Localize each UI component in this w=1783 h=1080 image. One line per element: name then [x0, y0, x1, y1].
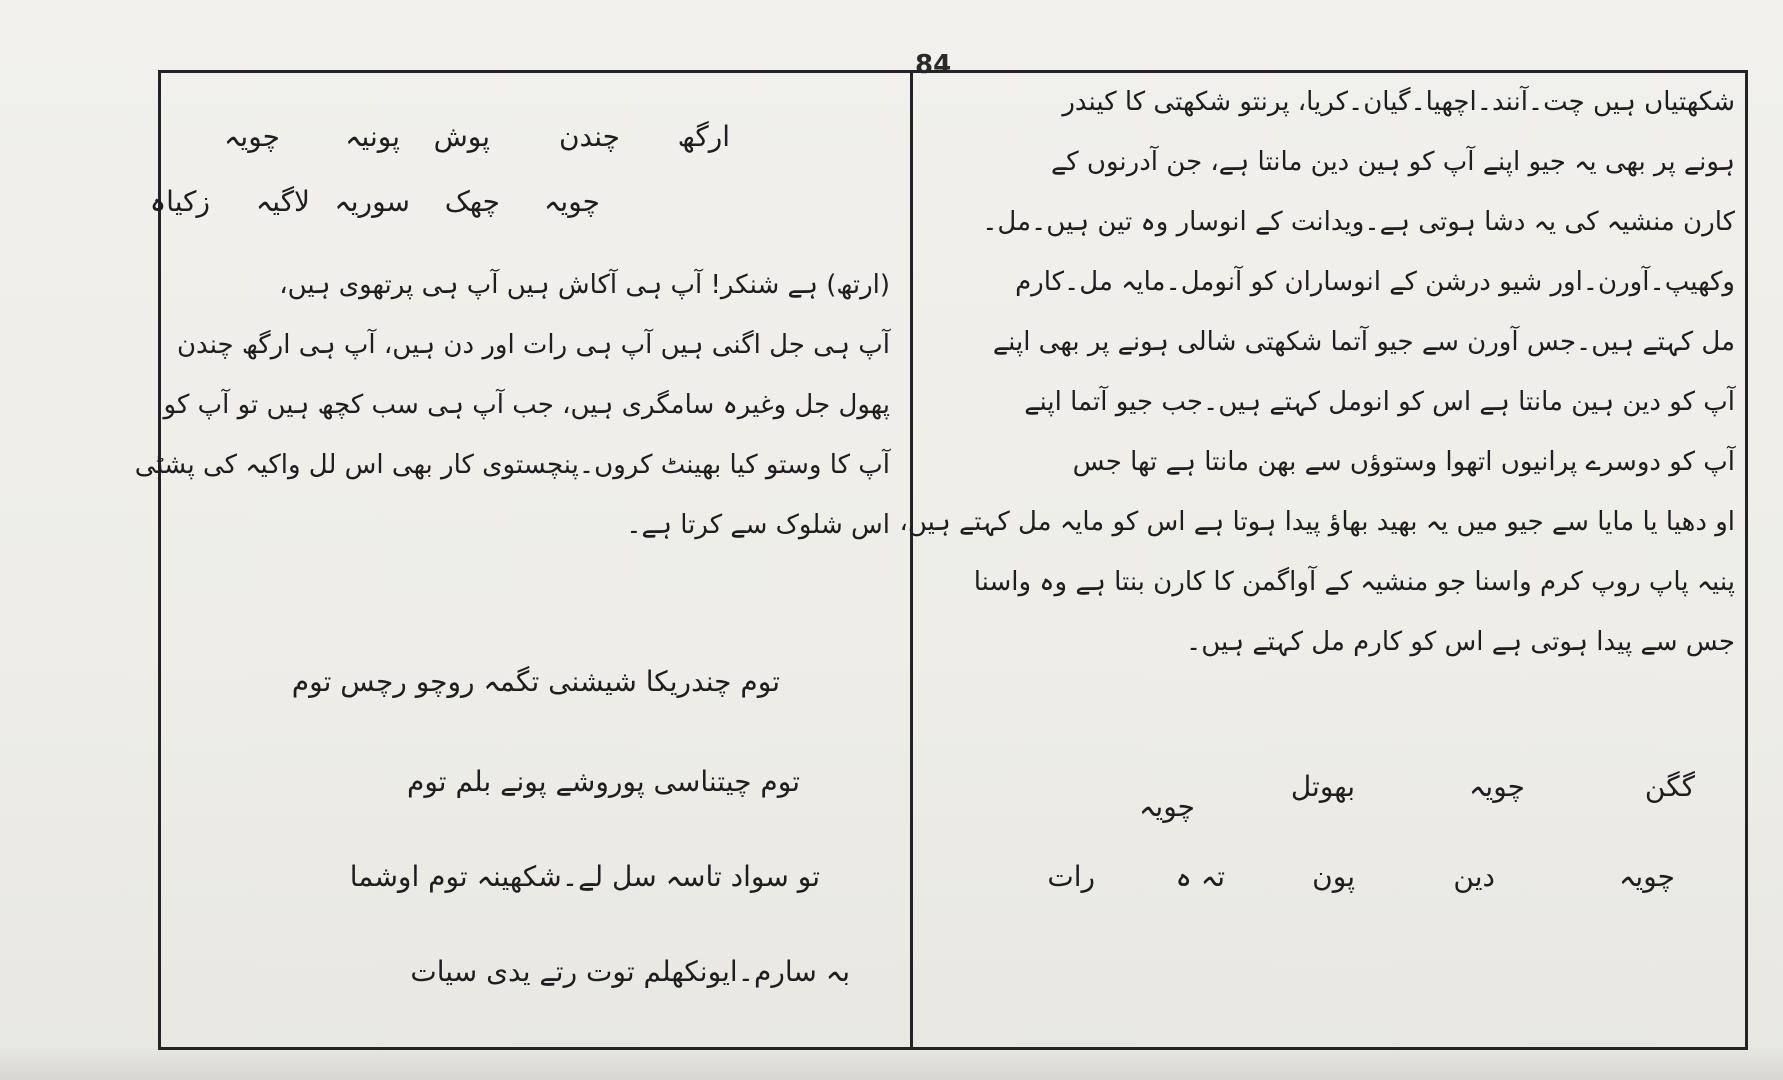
left-paragraph-line: آپ کا وستو کیا بھینٹ کروں۔پنچستوی کار بھی اس لل واکیہ کی پشٹی: [134, 450, 890, 480]
right-paragraph-line: شکھتیاں ہیں چت۔آنند۔اچھیا۔گیان۔کریا، پرنتو شکھتی کا کیندر: [1062, 87, 1735, 117]
right-paragraph-line: وکھیپ۔آورن۔اور شیو درشن کے انوساران کو آنومل۔مایہ مل۔کارم: [1015, 267, 1735, 297]
left-verse-word: زکیاہ: [149, 185, 210, 218]
left-verse-word: ارگھ: [677, 120, 730, 153]
left-verse-word: لاگیہ: [255, 185, 310, 218]
right-paragraph-line: آپ کو دوسرے پرانیوں اتھوا وستوؤں سے بھن مانتا ہے تھا جس: [1072, 447, 1735, 477]
left-verse-word: سوریہ: [334, 185, 410, 218]
right-verse-word: چویہ: [1619, 860, 1675, 893]
left-paragraph-line: (ارتھ) ہے شنکر! آپ ہی آکاش ہیں آپ ہی پرتھوی ہیں،: [279, 270, 890, 300]
right-paragraph-line: پنیہ پاپ روپ کرم واسنا جو منشیہ کے آواگمن کا کارن بنتا ہے وہ واسنا: [973, 567, 1735, 597]
left-paragraph-line: آپ ہی جل اگنی ہیں آپ ہی رات اور دن ہیں، آپ ہی ارگھ چندن: [176, 330, 890, 360]
left-verse-word: چھک: [444, 185, 500, 218]
left-verse-word: چندن: [558, 120, 620, 153]
right-column: [899, 80, 1735, 1040]
right-paragraph-line: آپ کو دین ہین مانتا ہے اس کو انومل کہتے ہیں۔جب جیو آتما اپنے: [1024, 387, 1735, 417]
shloka-line: تو سواد تاسہ سل لے۔شکھینہ توم اوشما: [349, 860, 820, 893]
right-verse-word: گگن: [1644, 770, 1695, 803]
left-paragraph-line: اس شلوک سے کرتا ہے۔: [626, 510, 890, 540]
left-verse-word: پونیہ: [345, 120, 400, 153]
right-verse-word: چویہ: [1139, 790, 1195, 823]
shloka-line: بہ سارم۔ایونکھلم توت رتے یدی سیات: [410, 955, 850, 988]
page-number: 84: [915, 50, 952, 80]
right-paragraph-line: مل کہتے ہیں۔جس آورن سے جیو آتما شکھتی شالی ہونے پر بھی اپنے: [992, 327, 1735, 357]
page-bottom-shadow: [0, 1045, 1783, 1080]
left-verse-word: پوش: [433, 120, 490, 153]
column-divider: [910, 70, 913, 1050]
right-verse-word: دین: [1453, 860, 1495, 893]
right-paragraph-line: ہونے پر بھی یہ جیو اپنے آپ کو ہین دین مانتا ہے، جن آدرنوں کے: [1051, 147, 1735, 177]
left-paragraph-line: پھول جل وغیرہ سامگری ہیں، جب آپ ہی سب کچھ ہیں تو آپ کو: [163, 390, 890, 420]
right-paragraph-line: او دھیا یا مایا سے جیو میں یہ بھید بھاؤ پیدا ہوتا ہے اس کو مایہ مل کہتے ہیں،: [899, 507, 1735, 537]
right-verse-word: تہ ہ: [1175, 860, 1225, 893]
right-verse-word: چویہ: [1469, 770, 1525, 803]
right-verse-word: بھوتل: [1290, 770, 1355, 803]
right-paragraph-line: کارن منشیہ کی یہ دشا ہوتی ہے۔ویدانت کے انوسار وہ تین ہیں۔مل۔: [982, 207, 1735, 237]
right-verse-word: پون: [1312, 860, 1355, 893]
left-verse-word: چویہ: [544, 185, 600, 218]
right-verse-word: رات: [1047, 860, 1095, 893]
shloka-line: توم چندریکا شیشنی تگمہ روچو رچس توم: [291, 665, 780, 698]
left-verse-word: چویہ: [224, 120, 280, 153]
left-column: [134, 80, 900, 1040]
right-paragraph-line: جس سے پیدا ہوتی ہے اس کو کارم مل کہتے ہیں۔: [1185, 627, 1735, 657]
shloka-line: توم چیتناسی پوروشے پونے بلم توم: [407, 765, 800, 798]
